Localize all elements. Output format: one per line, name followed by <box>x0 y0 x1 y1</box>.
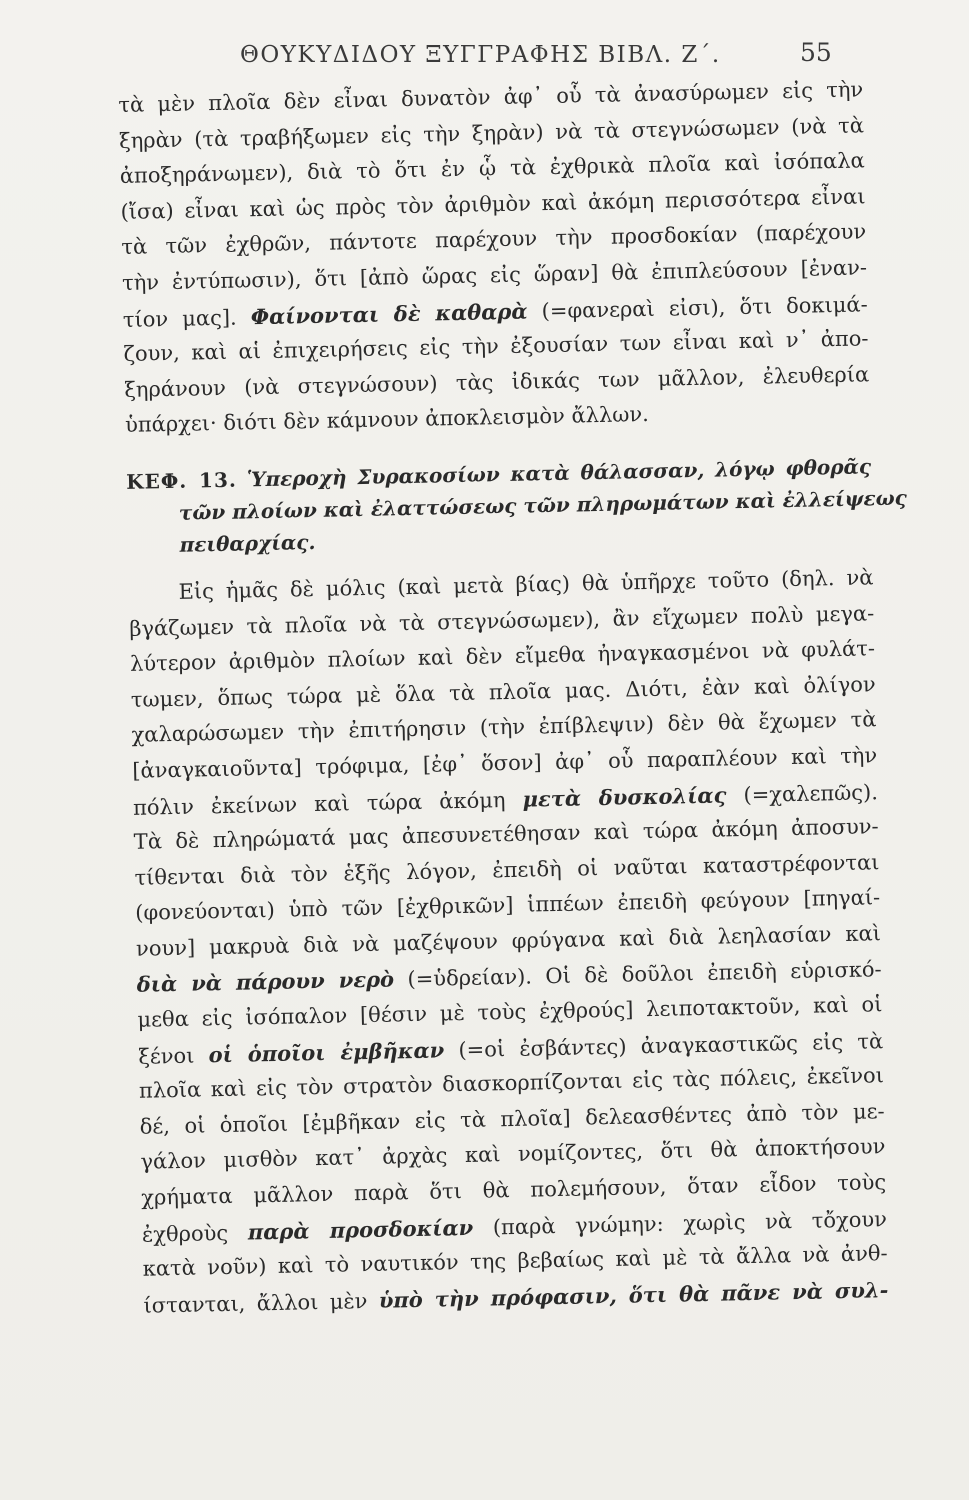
text-line: [ἀναγκαιοῦντα] τρόφιμα, [ἐφ᾽ ὅσον] ἀφ᾽ οὗ παραπλέουν καὶ τὴν <box>132 743 878 783</box>
text-line: δέ, οἱ ὁποῖοι [ἐμβῆκαν εἰς τὰ πλοῖα] δελεασθέντες ἀπὸ τὸν με- <box>139 1099 885 1139</box>
text-line: (ἴσα) εἶναι καὶ ὡς πρὸς τὸν ἀριθμὸν καὶ ἀκόμη περισσότερα εἶναι <box>120 184 866 224</box>
text-line: ξηρὰν (τὰ τραβήξωμεν εἰς τὴν ξηρὰν) νὰ τὰ στεγνώσωμεν (νὰ τὰ <box>118 112 865 153</box>
text-line: τὴν ἐντύπωσιν), ὅτι [ἀπὸ ὥρας εἰς ὥραν] θὰ ἐπιπλεύσουν [ἐναν- <box>121 255 868 295</box>
text-line: βγάζωμεν τὰ πλοῖα νὰ τὰ στεγνώσωμεν), ἂν εἴχωμεν πολὺ μεγα- <box>129 600 875 641</box>
chapter-label: ΚΕΦ. 13. <box>125 467 238 494</box>
page-header <box>0 38 969 78</box>
chapter-title: τῶν πλοίων καὶ ἐλαττώσεως τῶν πληρωμάτων καὶ ἐλλείψεως <box>178 485 908 525</box>
text-line: Τὰ δὲ πληρώματά μας ἀπεσυνετέθησαν καὶ τώρα ἀκόμη ἀποσυν- <box>133 814 879 854</box>
text-line: τωμεν, ὅπως τώρα μὲ ὅλα τὰ πλοῖα μας. Διότι, ἐὰν καὶ ὀλίγον <box>130 671 876 712</box>
emphasis: Φαίνονται δὲ καθαρὰ <box>250 298 528 329</box>
text-line: Εἰς ἡμᾶς δὲ μόλις (καὶ μετὰ βίας) θὰ ὑπῆρχε τοῦτο (δηλ. νὰ <box>178 565 874 604</box>
emphasis: διὰ νὰ πάρουν νερὸ <box>136 966 395 998</box>
text-line: πόλιν ἐκείνων καὶ τώρα ἀκόμη μετὰ δυσκολίας (=χαλεπῶς). <box>132 779 879 820</box>
chapter-title: πειθαρχίας. <box>179 529 316 557</box>
text-line: (φονεύονται) ὑπὸ τῶν [ἐχθρικῶν] ἱππέων ἐπειδὴ φεύγουν [πηγαί- <box>135 885 881 926</box>
text-line: ξένοι οἱ ὁποῖοι ἐμβῆκαν (=οἱ ἐσβάντες) ἀναγκαστικῶς εἰς τὰ <box>138 1028 884 1069</box>
emphasis: μετὰ δυσκολίας <box>522 781 727 812</box>
text-line: χρήματα μᾶλλον παρὰ ὅτι θὰ πολεμήσουν, ὅταν εἶδον τοὺς <box>140 1170 887 1210</box>
paragraph-2 <box>128 560 888 1323</box>
paragraph-1 <box>118 72 870 443</box>
text-line: χαλαρώσωμεν τὴν ἐπιτήρησιν (τὴν ἐπίβλεψιν) δὲν θὰ ἔχωμεν τὰ <box>131 707 877 748</box>
body-text <box>118 72 908 1323</box>
emphasis: οἱ ὁποῖοι ἐμβῆκαν <box>208 1037 445 1067</box>
page-number: 55 <box>800 38 832 67</box>
text-line: τίθενται διὰ τὸν ἑξῆς λόγον, ἐπειδὴ οἱ ναῦται καταστρέφονται <box>134 849 880 890</box>
text-line: λύτερον ἀριθμὸν πλοίων καὶ δὲν εἴμεθα ἠναγκασμένοι νὰ φυλάτ- <box>129 636 876 676</box>
text-line: κατὰ νοῦν) καὶ τὸ ναυτικόν της βεβαίως καὶ μὲ τὰ ἄλλα νὰ ἀνθ- <box>142 1241 888 1281</box>
text-line: διὰ νὰ πάρουν νερὸ (=ὑδρείαν). Οἱ δὲ δοῦλοι ἐπειδὴ εὑρισκό- <box>136 957 882 998</box>
text-line: ίστανται, ἄλλοι μὲν ὑπὸ τὴν πρόφασιν, ὅτι θὰ πᾶνε νὰ συλ- <box>143 1276 889 1318</box>
text-line: τὰ μὲν πλοῖα δὲν εἶναι δυνατὸν ἀφ᾽ οὗ τὰ ἀνασύρωμεν εἰς τὴν <box>118 77 864 117</box>
text-line: ζουν, καὶ αἱ ἐπιχειρήσεις εἰς τὴν ἐξουσίαν των εἶναι καὶ ν᾽ ἀπο- <box>123 326 869 367</box>
text-line: μεθα εἰς ἰσόπαλον [θέσιν μὲ τοὺς ἐχθρούς] λειποτακτοῦν, καὶ οἱ <box>137 992 883 1032</box>
emphasis: ὑπὸ τὴν πρόφασιν, ὅτι θὰ πᾶνε νὰ συλ- <box>378 1276 889 1313</box>
chapter-heading <box>125 450 908 562</box>
emphasis: παρὰ προσδοκίαν <box>247 1214 474 1245</box>
text-line: ὑπάρχει· διότι δὲν κάμνουν ἀποκλεισμὸν ἄλλων. <box>124 402 650 438</box>
chapter-title: Ὑπεροχὴ Συρακοσίων κατὰ θάλασσαν, λόγῳ φθορᾶς <box>246 454 872 492</box>
text-line: ξηράνουν (νὰ στεγνώσουν) τὰς ἰδικάς των μᾶλλον, ἐλευθερία <box>124 362 870 402</box>
text-line: τὰ τῶν ἐχθρῶν, πάντοτε παρέχουν τὴν προσδοκίαν (παρέχουν <box>121 219 867 260</box>
text-line: νουν] μακρυὰ διὰ νὰ μαζέψουν φρύγανα καὶ διὰ λεηλασίαν καὶ <box>135 921 882 961</box>
text-line: ἀποξηράνωμεν), διὰ τὸ ὅτι ἐν ᾧ τὰ ἐχθρικὰ πλοῖα καὶ ἰσόπαλα <box>119 148 865 189</box>
text-line: πλοῖα καὶ εἰς τὸν στρατὸν διασκορπίζονται εἰς τὰς πόλεις, ἐκεῖνοι <box>138 1063 885 1104</box>
text-line: ἐχθροὺς παρὰ προσδοκίαν (παρὰ γνώμην: χωρὶς νὰ τὄχουν <box>141 1206 888 1247</box>
text-line: τίον μας]. Φαίνονται δὲ καθαρὰ (=φανεραὶ εἰσι), ὅτι δοκιμά- <box>122 291 868 332</box>
running-head: ΘΟΥΚΥΔΙΔΟΥ ΞΥΓΓΡΑΦΗΣ ΒΙΒΛ. Ζ΄. <box>240 42 721 68</box>
text-line: γάλον μισθὸν κατ᾽ ἀρχὰς καὶ νομίζοντες, ὅτι θὰ ἀποκτήσουν <box>140 1134 886 1175</box>
